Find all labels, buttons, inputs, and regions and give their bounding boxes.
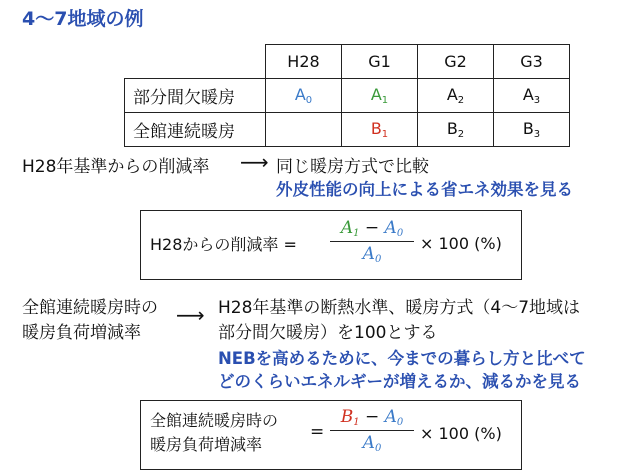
formula2-fraction [330,407,414,454]
table-row [125,79,570,113]
formula1-fraction [330,218,414,265]
formula1-label: H28からの削減率 = [150,235,297,254]
fraction-bar [330,241,414,242]
table-cell: $A_2$ [418,79,494,113]
formula2-tail: × 100 (%) [420,424,502,443]
table-corner-cell [125,45,266,79]
formula1-tail: × 100 (%) [420,234,502,253]
formula2-label-line1: 全館連続暖房時の [150,411,279,430]
formula2-label-line2: 暖房負荷増減率 [150,435,263,454]
section2-emphasis-line1: NEBを高めるために、今までの暮らし方と比べて [218,349,586,368]
table-cell: $A_1$ [342,79,418,113]
section1-emphasis: 外皮性能の向上による省エネ効果を見る [276,180,573,199]
fraction-bar [330,430,414,431]
section2-right-line1: H28年基準の断熱水準、暖房方式（4～7地域は [218,298,581,318]
formula1-denominator: $A_0$ [362,244,382,265]
section1-right-text: 同じ暖房方式で比較 [276,157,429,177]
section2-left-line2: 暖房負荷増減率 [22,323,141,343]
formula2-equals: = [310,422,325,442]
section2-right-line2: 部分間欠暖房）を100とする [218,323,438,343]
formula1-numerator: $A_1 - A_0$ [340,218,404,239]
arrow-icon: ⟶ [240,150,269,174]
table-header-cell: H28 [266,45,342,79]
table-cell: $A_0$ [266,79,342,113]
section2-emphasis-line2: どのくらいエネルギーが増えるか、減るかを見る [218,372,581,391]
table-header-cell: G3 [494,45,570,79]
row-label: 部分間欠暖房 [125,79,266,113]
formula2-denominator: $A_0$ [362,433,382,454]
page-title: 4～7地域の例 [22,8,144,30]
table-header-cell: G1 [342,45,418,79]
table-header-row [125,45,570,79]
table-cell [266,113,342,147]
table-header-cell: G2 [418,45,494,79]
table-cell: $B_3$ [494,113,570,147]
section2-left-line1: 全館連続暖房時の [22,298,158,318]
arrow-icon: ⟶ [176,303,205,327]
row-label: 全館連続暖房 [125,113,266,147]
comparison-table [124,44,570,147]
section1-left-text: H28年基準からの削減率 [22,157,210,177]
table-cell: $B_2$ [418,113,494,147]
table-cell: $B_1$ [342,113,418,147]
table-cell: $A_3$ [494,79,570,113]
table-row [125,113,570,147]
formula2-numerator: $B_1 - A_0$ [340,407,404,428]
